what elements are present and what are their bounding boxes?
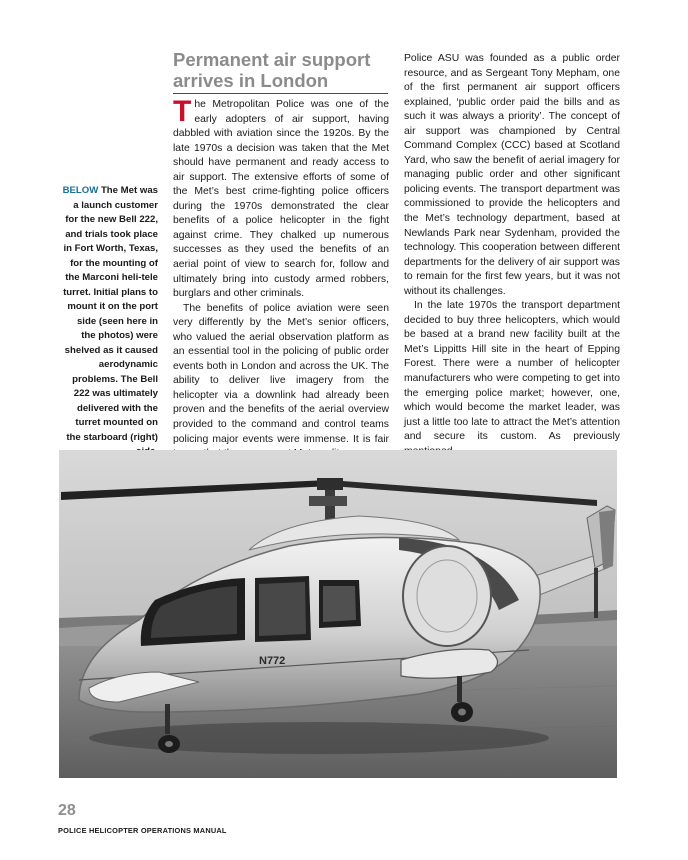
body-paragraph: The benefits of police aviation were seen very differently by the Met’s senior officers, who valued the aerial observation platform as an essential tool in the policing of public order events both in London and across the UK. The ability to deliver live imagery from the helicopter via a downlink had already been proven and the benefits of the aerial overview provided to the command and control teams policing major events were immense. It is fair: [173, 302, 389, 445]
heading-line-2: arrives in London: [173, 70, 329, 91]
body-column-1: [173, 95, 389, 462]
caption-label: BELOW: [62, 185, 99, 196]
caption-text: The Met was a launch customer for the new Bell 222, and trials took place in Fort Worth, Texas, for the mounting of the Marconi heli-tele turret. Initial plans to mount it on the port side (seen here in the photos) were shelved as it caused aerodynamic problems. The Bell 222 was ultimately delivered with the turret mounted on the starboard (right): [63, 185, 158, 443]
body-paragraph: In the late 1970s the transport department decided to buy three helicopters, which would be based at a brand new facility built at the Met’s Lippitts Hill site in the heart of Epping Forest. There were a number of helicopter manufacturers who were competing to get into the emerging police market; however, one, which would become the market leader, was just a little too late to attract the Met’s attention and secure its custom. As previously: [404, 300, 620, 443]
tail-number-text: N772: [259, 655, 286, 667]
paragraph-text: he Metropolitan Police was one of the early adopters of air support, having dabbled with aviation since the 1920s. By the late 1970s a decision was taken that the Met should have permanent and ready access to air support. The extensive efforts of some of the Met’s best crime-fighting police officers during the 1970s demonstrated the clear benefits of a police helicopter in the fight against crime. They chalked up numerous successes as they used the benefits of an aerial point of view to search for, follow and ultimately bring into custody armed robbers, burglars and other criminals.: [173, 99, 389, 300]
heading-rule: [173, 93, 388, 94]
bell-222-helicopter-image: [59, 450, 617, 778]
running-footer-title: POLICE HELICOPTER OPERATIONS MANUAL: [58, 826, 227, 835]
article-heading: [173, 49, 388, 91]
body-column-2: [404, 52, 620, 459]
photo-caption: [62, 184, 158, 460]
helicopter-photo: [59, 450, 617, 778]
body-paragraph: [173, 95, 389, 302]
heading-line-1: Permanent air support: [173, 49, 371, 70]
body-paragraph: Police ASU was founded as a public order resource, and as Sergeant Tony Mepham, one of the first permanent air support officers explained, ‘public order paid the bills and as such it was always a priority’. The concept of air support was championed by Central Command Complex (CCC) based at Scotland Yard, who saw the benefit of aerial imagery for managing public order and other significant policing events. The transport department was commissioned to provide the helicopters and the Met’s technology department, based at Newlands Park near Sydenham, provided the technology. This cooperation between different departments for the delivery of air support was to remain for the first few years, but it was not without its challenges.: [404, 53, 620, 297]
drop-cap: T: [173, 95, 192, 128]
page-number: 28: [58, 802, 76, 819]
